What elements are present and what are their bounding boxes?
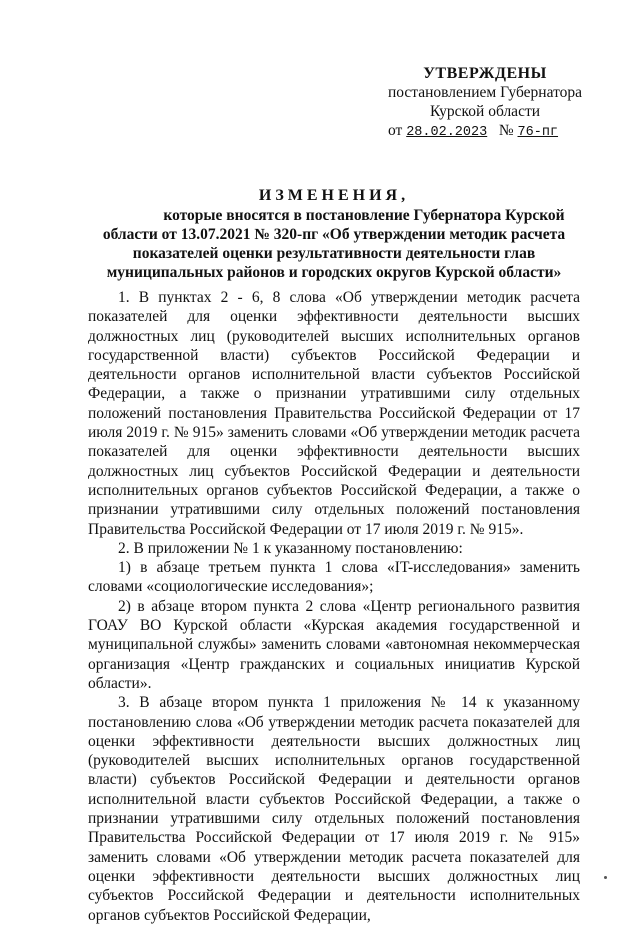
approval-line-2: Курской области [429, 103, 541, 120]
paragraph-4: 2) в абзаце втором пункта 2 слова «Центр регионального развития ГОАУ ВО Курской области «Курская академия государственной и муниципальной службы» заменить словами «автономная некоммерческая организация «Центр гражданских и социальных инициатив Курской области». [88, 597, 580, 692]
approval-title: УТВЕРЖДЕНЫ [423, 65, 547, 82]
heading-line-4: муниципальных районов и городских округов Курской области» [106, 264, 562, 281]
date-prefix: от [388, 122, 403, 139]
document-body [88, 288, 580, 925]
scan-speck [604, 876, 607, 879]
paragraph-2: 2. В приложении № 1 к указанному постановлению: [118, 539, 463, 557]
approval-stamp [380, 64, 590, 142]
paragraph-5: 3. В абзаце втором пункта 1 приложения № 14 к указанному постановлению слова «Об утверждении методик расчета показателей для оценки эффективности деятельности высших должностных лиц (руководителей высших исполнительных органов государственной власти) субъектов Российской Федерации и деятельности органов исполнительной власти субъектов Российской Федерации, а также о признании утратившими силу отдельных положений постановления Правительства Российской Федерации от 17 июля 2019 г. № 915» заменить словами «Об утверждении методик расчета показателей для оценки эффективности деятельности высших должностных лиц субъектов Российской Федерации и деятельности исполнительных органов субъектов Российской Федерации, [88, 694, 580, 924]
number-prefix: № [498, 122, 514, 139]
paragraph-3: 1) в абзаце третьем пункта 1 слова «IT-исследования» заменить словами «социологические исследования»; [88, 559, 580, 596]
heading-line-1: которые вносятся в постановление Губернатора Курской [163, 207, 565, 224]
heading-title: ИЗМЕНЕНИЯ, [258, 187, 410, 204]
paragraph-1: 1. В пунктах 2 - 6, 8 слова «Об утверждении методик расчета показателей для оценки эффективности деятельности высших должностных лиц (руководителей высших исполнительных органов государственной власти) субъектов Российской Федерации и деятельности органов исполнительной власти субъектов Российской Федерации, а также о признании утратившими силу отдельных положений постановления Правительства Российской Федерации от 17 июля 2019 г. № 915» заменить словами «Об утверждении методик расчета показателей для оценки эффективности деятельности высших должностных лиц субъектов Российской Федерации и деятельности исполнительных органов субъектов Российской Федерации, а также о признании утратившими силу отдельных положений постановления Правительства Российской Федерации от 17 июля 2019 г. № 915». [88, 289, 580, 538]
approval-date-line [380, 121, 590, 142]
approval-number: 76-пг [517, 125, 559, 140]
approval-date: 28.02.2023 [406, 125, 488, 140]
document-heading [84, 186, 584, 282]
heading-line-3: показателей оценки результативности деятельности глав [132, 245, 536, 262]
approval-line-1: постановлением Губернатора [387, 84, 583, 101]
heading-line-2: области от 13.07.2021 № 320-пг «Об утверждении методик расчета [102, 226, 566, 243]
